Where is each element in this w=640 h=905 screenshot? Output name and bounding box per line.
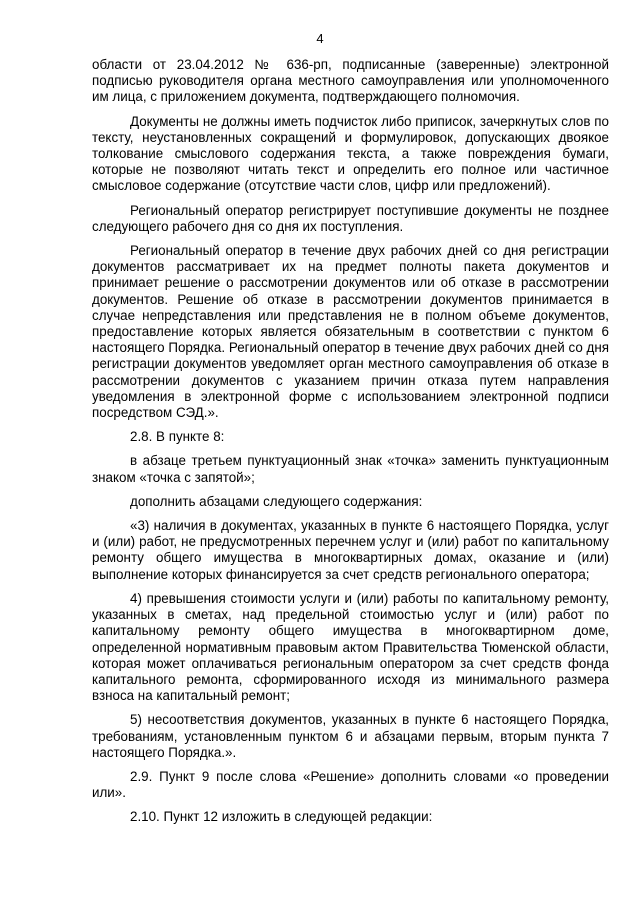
paragraph: дополнить абзацами следующего содержания:: [130, 493, 423, 509]
document-body: [92, 57, 609, 834]
paragraph: Региональный оператор в течение двух рабочих дней со дня регистрации документов рассматривает их на предмет полноты пакета документов и принимает решение о рассмотрении документов или об отказе в рассмотрении документов. Решение об отказе в рассмотрении документов принимается в случае непредставления или представления не в полном объеме документов, предоставление которых является обязательным в соответствии с пунктом 6 настоящего Порядка. Региональный оператор в течение двух рабочих дней со дня регистрации документов уведомляет орган местного самоуправления об отказе в рассмотрении документов с указанием причин отказа путем направления уведомления в электронной форме с использованием электронной подписи посредством СЭД.».: [92, 243, 609, 421]
section-heading: 2.8. В пункте 8:: [130, 429, 225, 445]
paragraph: области от 23.04.2012 № 636-рп, подписанные (заверенные) электронной подписью руководителя органа местного самоуправления или уполномоченного им лица, с приложением документа, подтверждающего полномочия.: [92, 57, 609, 105]
paragraph: Региональный оператор регистрирует поступившие документы не позднее следующего рабочего дня со дня их поступления.: [92, 202, 609, 234]
paragraph: 2.10. Пункт 12 изложить в следующей редакции:: [130, 809, 433, 825]
list-item: 4) превышения стоимости услуги и (или) работы по капитальному ремонту, указанных в сметах, над предельной стоимостью услуг и (или) работ по капитальному ремонту общего имущества в многоквартирном доме, определенной нормативным правовым актом Правительства Тюменской области, которая может оплачиваться региональным оператором за счет средств фонда капитального ремонта, сформированного исходя из минимального размера взноса на капитальный ремонт;: [92, 590, 609, 704]
paragraph: в абзаце третьем пунктуационный знак «точка» заменить пунктуационным знаком «точка с запятой»;: [92, 453, 609, 485]
page-number: 4: [316, 31, 324, 46]
paragraph: Документы не должны иметь подчисток либо приписок, зачеркнутых слов по тексту, неустановленных сокращений и формулировок, допускающих двоякое толкование смыслового содержания текста, а также повреждения бумаги, которые не позволяют читать текст и определить его полное или частичное смысловое содержание (отсутствие части слов, цифр или предложений).: [92, 113, 609, 194]
list-item: «3) наличия в документах, указанных в пункте 6 настоящего Порядка, услуг и (или) работ, не предусмотренных перечнем услуг и (или) работ по капитальному ремонту общего имущества в многоквартирных домах, оказание и (или) выполнение которых финансируется за счет средств регионального оператора;: [92, 518, 609, 582]
paragraph: 2.9. Пункт 9 после слова «Решение» дополнить словами «о проведении или».: [92, 768, 609, 801]
list-item: 5) несоответствия документов, указанных в пункте 6 настоящего Порядка, требованиям, установленным пунктом 6 и абзацами первым, вторым пункта 7 настоящего Порядка.».: [92, 712, 609, 760]
